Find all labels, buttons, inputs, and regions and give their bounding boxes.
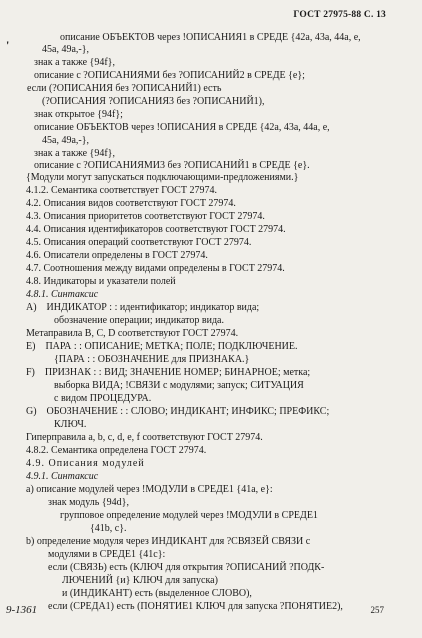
margin-mark: ' — [6, 38, 10, 52]
sheet-mark: 9-1361 — [6, 604, 38, 616]
section-heading: 4.9.1. Синтаксис — [26, 471, 99, 482]
text-line: {Модули могут запускаться подключающими-предложениями.} — [26, 172, 299, 183]
text-line: 45а, 49а,-}, — [42, 135, 90, 146]
text-line: 4.8.2. Семантика определена ГОСТ 27974. — [26, 445, 207, 456]
text-line: 4.2. Описания видов соответствуют ГОСТ 27974. — [26, 198, 236, 209]
text-line: групповое определение модулей через !МОДУЛИ в СРЕДЕ1 — [60, 510, 318, 521]
text-line: 4.5. Описания операций соответствуют ГОСТ 27974. — [26, 237, 252, 248]
text-line: 4.6. Описатели определены в ГОСТ 27974. — [26, 250, 208, 261]
text-line: знак а также {94f}, — [34, 57, 115, 68]
text-line: Е) ПАРА : : ОПИСАНИЕ; МЕТКА; ПОЛЕ; ПОДКЛЮЧЕНИЕ. — [26, 341, 298, 352]
text-line: обозначение операции; индикатор вида. — [54, 315, 224, 326]
section-heading: 4.9. Описания модулей — [26, 458, 145, 469]
text-line: модулями в СРЕДЕ1 {41c}: — [48, 549, 166, 560]
text-line: знак открытое {94f}; — [34, 109, 123, 120]
text-line: знак а также {94f}, — [34, 148, 115, 159]
text-line: {ПАРА : : ОБОЗНАЧЕНИЕ для ПРИЗНАКА.} — [54, 354, 250, 365]
text-line: 4.4. Описания идентификаторов соответствуют ГОСТ 27974. — [26, 224, 286, 235]
text-line: если (СРЕДА1) есть (ПОНЯТИЕ1 КЛЮЧ для запуска ?ПОНЯТИЕ2), — [48, 601, 343, 612]
section-heading: 4.8.1. Синтаксис — [26, 289, 99, 300]
text-line: (?ОПИСАНИЯ ?ОПИСАНИЯ3 без ?ОПИСАНИЙ1), — [42, 96, 265, 107]
text-line: описание ОБЪЕКТОВ через !ОПИСАНИЯ в СРЕДЕ {42а, 43а, 44а, е, — [34, 122, 330, 133]
text-line: с видом ПРОЦЕДУРА. — [54, 393, 152, 404]
text-line: F) ПРИЗНАК : : ВИД; ЗНАЧЕНИЕ НОМЕР; БИНАРНОЕ; метка; — [26, 367, 311, 378]
page-header: ГОСТ 27975-88 С. 13 — [293, 10, 386, 20]
text-line: Метаправила В, С, D соответствуют ГОСТ 27974. — [26, 328, 239, 339]
text-line: 4.8. Индикаторы и указатели полей — [26, 276, 176, 287]
text-line: описание ОБЪЕКТОВ через !ОПИСАНИЯ1 в СРЕДЕ {42а, 43а, 44а, е, — [60, 32, 361, 43]
text-line: а) описание модулей через !МОДУЛИ в СРЕДЕ1 {41a, e}: — [26, 484, 273, 495]
page-number: 257 — [370, 605, 384, 615]
text-line: b) определение модуля через ИНДИКАНТ для ?СВЯЗЕЙ СВЯЗИ с — [26, 536, 311, 547]
text-line: 4.1.2. Семантика соответствует ГОСТ 27974. — [26, 185, 217, 196]
text-line: КЛЮЧ. — [54, 419, 87, 430]
text-line: {41b, c}. — [90, 523, 127, 534]
text-line: 45а, 49а,-}, — [42, 44, 90, 55]
text-line: выборка ВИДА; !СВЯЗИ с модулями; запуск; СИТУАЦИЯ — [54, 380, 304, 391]
text-line: G) ОБОЗНАЧЕНИЕ : : СЛОВО; ИНДИКАНТ; ИНФИКС; ПРЕФИКС; — [26, 406, 330, 417]
text-line: 4.3. Описания приоритетов соответствуют ГОСТ 27974. — [26, 211, 265, 222]
text-line: ЛЮЧЕНИЙ {и} КЛЮЧ для запуска) — [62, 575, 218, 586]
text-line: описание с ?ОПИСАНИЯМИ без ?ОПИСАНИЙ2 в СРЕДЕ {е}; — [34, 70, 305, 81]
text-line: 4.7. Соотношения между видами определены в ГОСТ 27974. — [26, 263, 285, 274]
text-line: если (СВЯЗЬ) есть (КЛЮЧ для открытия ?ОПИСАНИЙ ?ПОДК- — [48, 562, 325, 573]
text-line: А) ИНДИКАТОР : : идентификатор; индикатор вида; — [26, 302, 260, 313]
text-line: если (?ОПИСАНИЯ без ?ОПИСАНИЙ1) есть — [27, 83, 222, 94]
text-line: Гиперправила a, b, c, d, e, f соответствуют ГОСТ 27974. — [26, 432, 263, 443]
text-line: знак модуль {94d}, — [48, 497, 129, 508]
text-line: и (ИНДИКАНТ) есть (выделенное СЛОВО), — [62, 588, 252, 599]
text-line: описание с ?ОПИСАНИЯМИ3 без ?ОПИСАНИЙ1 в СРЕДЕ {е}. — [34, 160, 310, 171]
